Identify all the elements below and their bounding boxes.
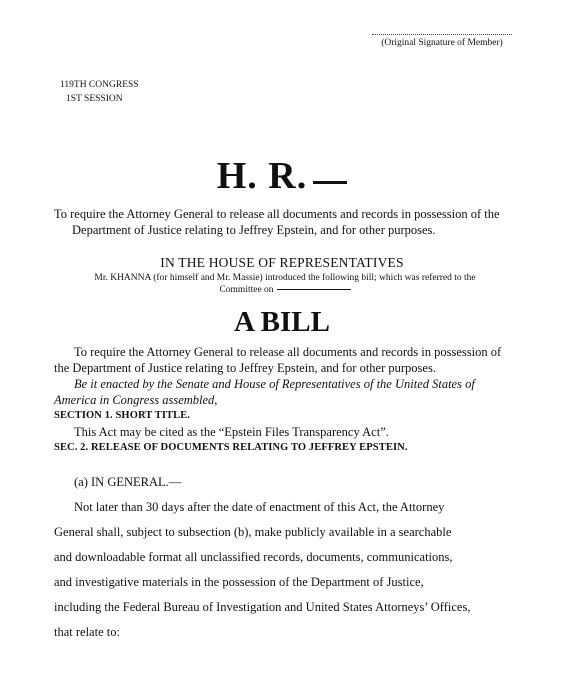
bill-number-blank xyxy=(313,181,347,184)
signature-label: (Original Signature of Member) xyxy=(381,38,503,48)
bill-purpose: To require the Attorney General to release all documents and records in possession of the Department of Justice relating to Jeffrey Epstein, and for other purposes. xyxy=(54,207,500,237)
committee-label: Committee on xyxy=(219,285,274,295)
enacting-clause: Be it enacted by the Senate and House of Representatives of the United States of America in Congress assembled, xyxy=(54,377,475,407)
body-line-6: that relate to: xyxy=(54,625,120,639)
signature-line xyxy=(372,34,512,35)
introduction-line-2 xyxy=(60,284,510,296)
house-heading: IN THE HOUSE OF REPRESENTATIVES xyxy=(160,255,404,270)
introduction-statement xyxy=(60,272,510,296)
a-bill-heading: A BILL xyxy=(234,306,330,338)
section-2-body xyxy=(54,470,524,645)
congress-number: 119TH CONGRESS xyxy=(60,80,139,90)
bill-number-prefix: H. R. xyxy=(216,155,308,197)
body-line-3: and downloadable format all unclassified records, documents, communications, xyxy=(54,550,453,564)
body-line-5: including the Federal Bureau of Investigation and United States Attorneys’ Offices, xyxy=(54,600,471,614)
bill-number-title xyxy=(0,154,564,198)
section-1-heading: SECTION 1. SHORT TITLE. xyxy=(54,410,191,421)
section-1-text: This Act may be cited as the “Epstein Files Transparency Act”. xyxy=(74,425,389,439)
committee-blank xyxy=(277,289,351,290)
body-line-4: and investigative materials in the possession of the Department of Justice, xyxy=(54,575,424,589)
body-line-2: General shall, subject to subsection (b), make publicly available in a searchable xyxy=(54,525,452,539)
body-line-1: Not later than 30 days after the date of enactment of this Act, the Attorney xyxy=(74,500,445,514)
congress-session: 1ST SESSION xyxy=(66,94,123,104)
section-2-heading: SEC. 2. RELEASE OF DOCUMENTS RELATING TO JEFFREY EPSTEIN. xyxy=(54,442,408,453)
signature-block xyxy=(372,34,512,48)
introduction-line-1: Mr. KHANNA (for himself and Mr. Massie) introduced the following bill; which was referred to the xyxy=(94,273,476,283)
bill-body xyxy=(54,344,516,456)
congress-info xyxy=(60,78,139,106)
body-purpose-paragraph: To require the Attorney General to release all documents and records in possession of the Department of Justice relating to Jeffrey Epstein, and for other purposes. xyxy=(54,345,502,375)
subsection-a-heading: (a) IN GENERAL.— xyxy=(74,475,182,489)
